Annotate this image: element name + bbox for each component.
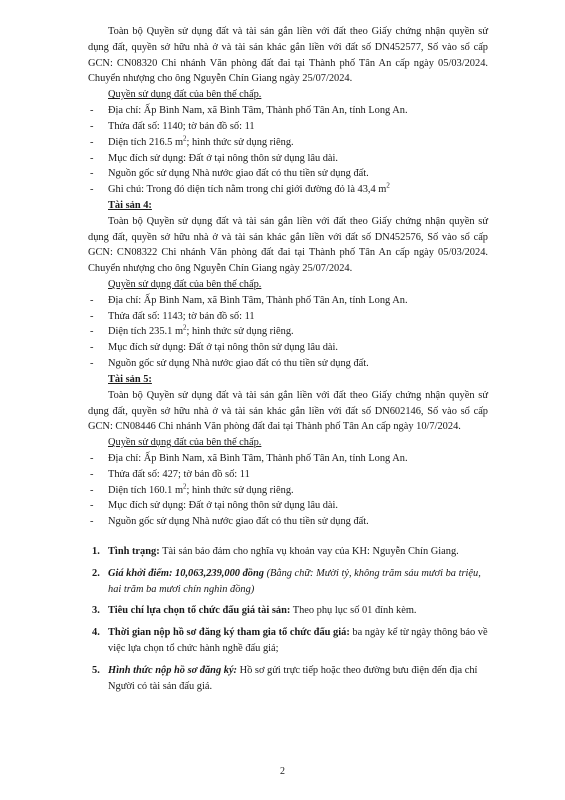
asset5-details: [88, 451, 488, 530]
list-item: - Thửa đất số: 1140; tờ bản đồ số: 11: [88, 119, 488, 135]
asset4-title: Tài sản 4:: [108, 199, 152, 211]
list-item: - Thửa đất số: 1143; tờ bản đồ số: 11: [88, 309, 488, 325]
info-item-submission-method: 5. Hình thức nộp hồ sơ đăng ký: Hồ sơ gửi trực tiếp hoặc theo đường bưu điện đến địa chỉ Người có tài sản đấu giá.: [92, 664, 478, 692]
list-item: - Diện tích 235.1 $m^2$; hình thức sử dụng riêng.: [88, 324, 488, 340]
list-item: - Địa chỉ: Ấp Bình Nam, xã Bình Tâm, Thành phố Tân An, tỉnh Long An.: [88, 103, 488, 119]
asset3-details: [88, 103, 488, 198]
list-item: - Địa chỉ: Ấp Bình Nam, xã Bình Tâm, Thành phố Tân An, tỉnh Long An.: [88, 451, 488, 467]
list-item: - Ghi chú: Trong đó diện tích nằm trong chỉ giới đường đỏ là 43,4 $m^2$: [88, 182, 488, 198]
list-item: - Nguồn gốc sử dụng Nhà nước giao đất có thu tiền sử dụng đất.: [88, 356, 488, 372]
info-item-starting-price: 2. Giá khởi điểm: 10,063,239,000 đồng (Bằng chữ: Mười tỷ, không trăm sáu mươi ba triệu, hai trăm ba mươi chín nghìn đồng): [92, 567, 481, 595]
list-item: - Nguồn gốc sử dụng Nhà nước giao đất có thu tiền sử dụng đất.: [88, 166, 488, 182]
asset4-paragraph: Toàn bộ Quyền sử dụng đất và tài sản gắn liền với đất theo Giấy chứng nhận quyền sử dụng đất, quyền sở hữu nhà ở và tài sản khác gắn liền với đất số DN452576, Số vào sổ cấp GCN: CN08322 Chi nhánh Văn phòng đất đai tại Thành phố Tân An cấp ngày 05/03/2024. Chuyển nhượng cho ông Nguyễn Chín Giang ngày 25/07/2024.: [88, 215, 488, 275]
list-item: - Mục đích sử dụng: Đất ở tại nông thôn sử dụng lâu dài.: [88, 340, 488, 356]
asset4-details: [88, 293, 488, 372]
list-item: - Diện tích 216.5 $m^2$; hình thức sử dụng riêng.: [88, 135, 488, 151]
page-number: 2: [280, 766, 285, 777]
asset5-paragraph: Toàn bộ Quyền sử dụng đất và tài sản gắn liền với đất theo Giấy chứng nhận quyền sử dụng đất, quyền sở hữu nhà ở và tài sản khác gắn liền với đất số DN602146, Số vào sổ cấp GCN: CN08446 Chi nhánh Văn phòng đất đai tại Thành phố Tân An cấp ngày 10/7/2024.: [88, 389, 488, 433]
list-item: - Nguồn gốc sử dụng Nhà nước giao đất có thu tiền sử dụng đất.: [88, 514, 488, 530]
info-item-submission-time: 4. Thời gian nộp hồ sơ đăng ký tham gia tổ chức đấu giá: ba ngày kể từ ngày thông báo về việc lựa chọn tổ chức hành nghề đấu giá;: [92, 627, 488, 655]
list-item: - Diện tích 160.1 $m^2$; hình thức sử dụng riêng.: [88, 483, 488, 499]
list-item: - Mục đích sử dụng: Đất ở tại nông thôn sử dụng lâu dài.: [88, 151, 488, 167]
asset5-title: Tài sản 5:: [108, 373, 152, 385]
list-item: - Mục đích sử dụng: Đất ở tại nông thôn sử dụng lâu dài.: [88, 498, 488, 514]
asset3-subheading: Quyền sử dụng đất của bên thế chấp.: [108, 89, 262, 101]
asset5-subheading: Quyền sử dụng đất của bên thế chấp.: [108, 437, 262, 449]
info-item-status: 1. Tình trạng: Tài sản bảo đảm cho nghĩa vụ khoản vay của KH: Nguyễn Chín Giang.: [92, 546, 459, 557]
auction-info-list: [88, 544, 488, 695]
list-item: - Thửa đất số: 427; tờ bản đồ số: 11: [88, 467, 488, 483]
info-item-selection-criteria: 3. Tiêu chí lựa chọn tổ chức đấu giá tài sản: Theo phụ lục số 01 đính kèm.: [92, 605, 417, 617]
asset4-subheading: Quyền sử dụng đất của bên thế chấp.: [108, 279, 262, 290]
document-body: [88, 24, 488, 701]
list-item: - Địa chỉ: Ấp Bình Nam, xã Bình Tâm, Thành phố Tân An, tỉnh Long An.: [88, 293, 488, 309]
asset3-paragraph: Toàn bộ Quyền sử dụng đất và tài sản gắn liền với đất theo Giấy chứng nhận quyền sử dụng đất, quyền sở hữu nhà ở và tài sản khác gắn liền với đất số DN452577, Số vào sổ cấp GCN: CN08320 Chi nhánh Văn phòng đất đai tại Thành phố Tân An cấp ngày 05/03/2024. Chuyển nhượng cho ông Nguyễn Chín Giang ngày 25/07/2024.: [88, 26, 488, 85]
